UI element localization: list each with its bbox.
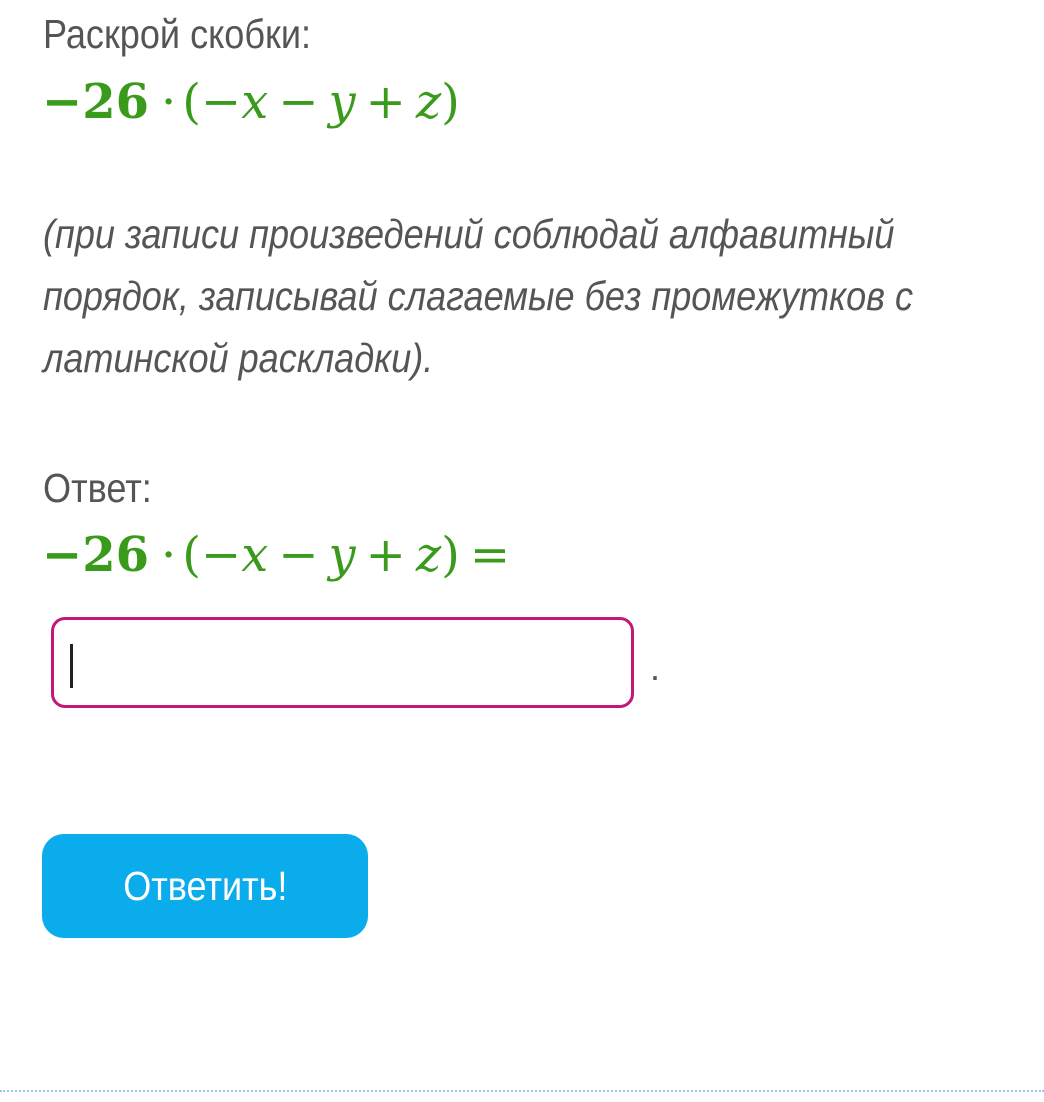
answer-label: Ответ: [43,465,152,511]
equals-sign: = [469,527,511,583]
submit-answer-button[interactable] [42,834,368,938]
submit-button-label: Ответить! [122,862,288,909]
multiply-dot: · [161,527,177,583]
variable-x: x [241,527,269,583]
open-paren: ( [182,74,202,130]
variable-y: y [328,74,356,130]
close-paren: ) [441,74,460,130]
hint-line: латинской раскладки). [43,335,434,381]
math-expression [42,72,460,132]
text-caret [70,644,73,688]
close-paren: ) [441,527,460,583]
multiply-dot: · [161,74,177,130]
open-paren: ( [182,527,202,583]
instruction-hint [43,203,1011,389]
minus-operator: − [278,74,319,130]
task-title: Раскрой скобки: [43,11,312,57]
variable-y: y [328,527,356,583]
variable-z: z [415,74,442,130]
minus-operator: − [278,527,319,583]
coefficient: −26 [42,527,150,583]
trailing-period: . [650,647,661,688]
minus-sign: − [201,74,242,130]
answer-expression [42,525,520,585]
coefficient: −26 [42,74,150,130]
variable-z: z [415,527,442,583]
variable-x: x [241,74,269,130]
plus-operator: + [365,74,406,130]
plus-operator: + [365,527,406,583]
hint-line: (при записи произведений соблюдай алфавитный [43,211,895,257]
bottom-divider [0,1090,1044,1092]
answer-input[interactable] [51,617,634,708]
minus-sign: − [201,527,242,583]
hint-line: порядок, записывай слагаемые без промежутков с [43,273,914,319]
